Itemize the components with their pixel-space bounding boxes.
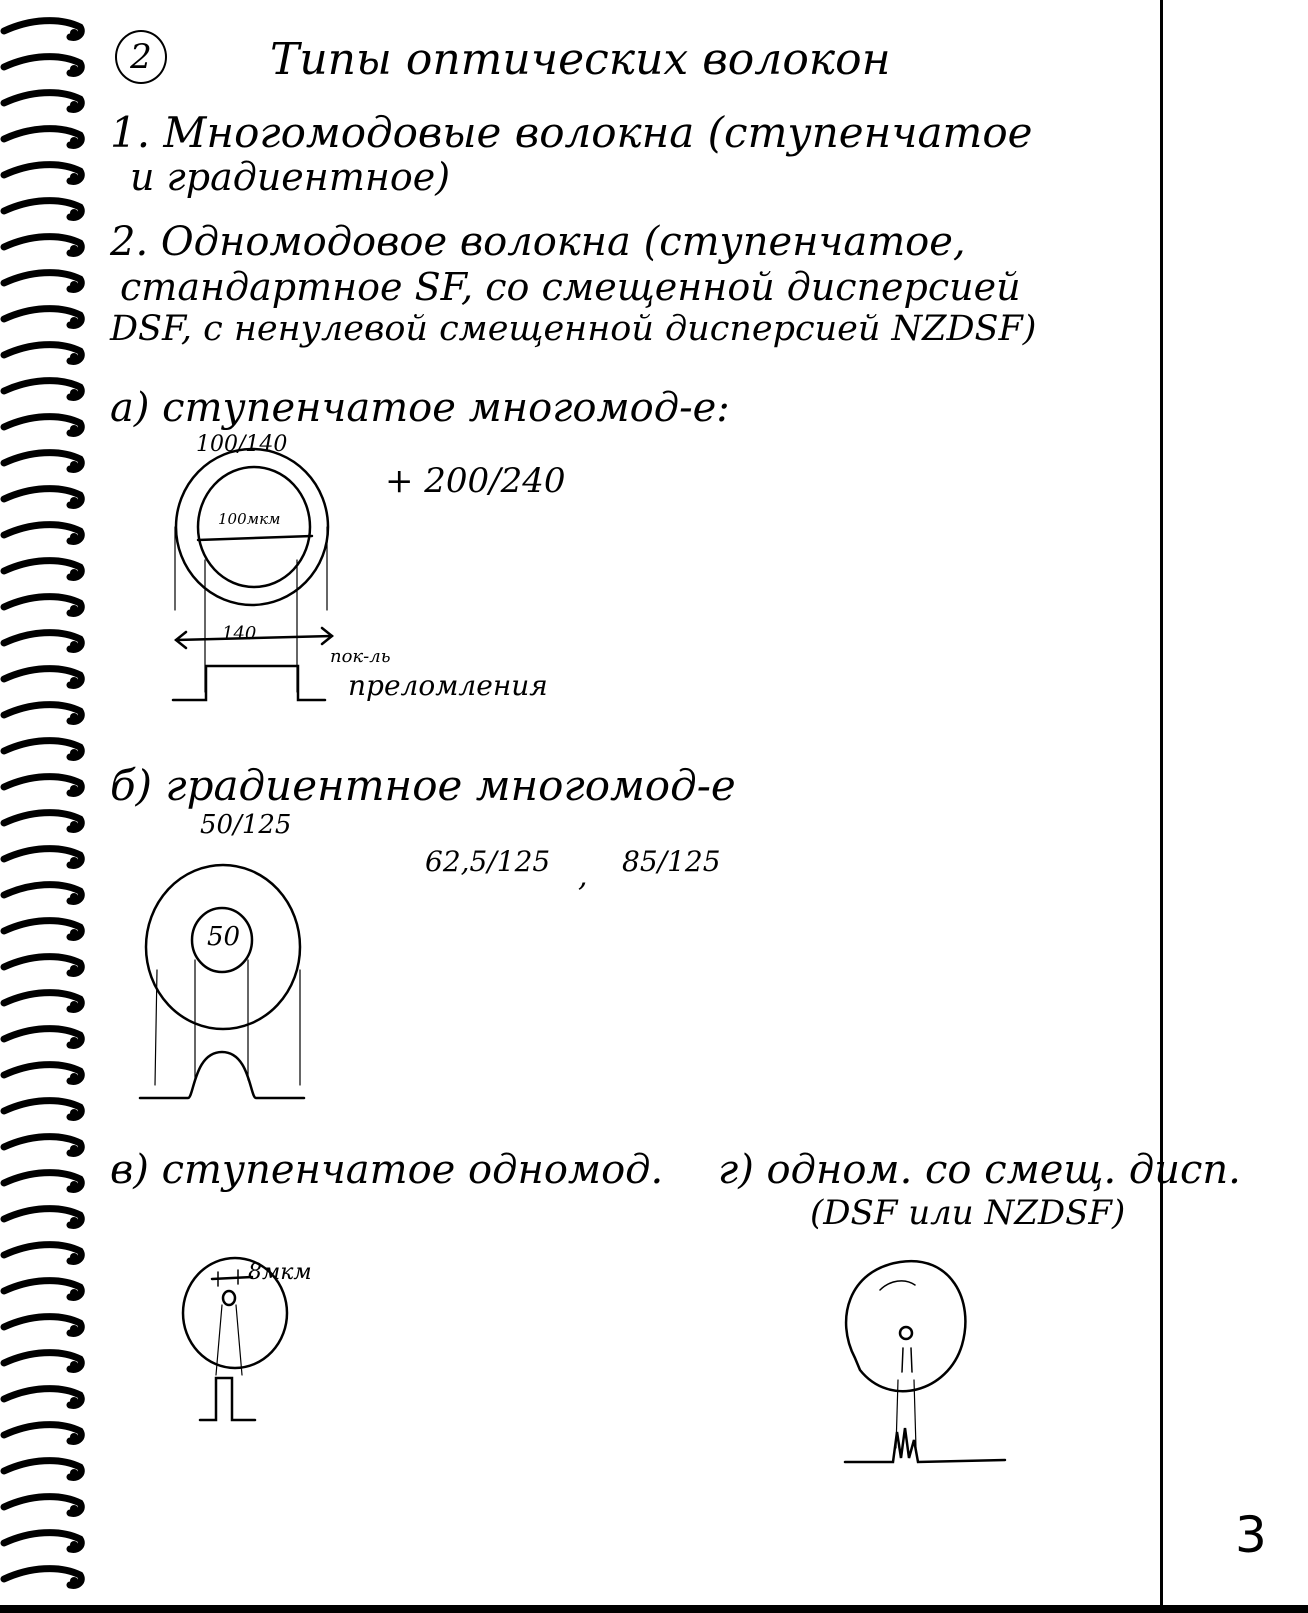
section-a-profile-label-2: преломления xyxy=(348,669,548,702)
section-a-size-top: 100/140 xyxy=(196,432,288,457)
page-title: Типы оптических волокон xyxy=(270,34,891,85)
section-a-core-label: 100мкм xyxy=(218,510,281,528)
list-item-2-line-3: DSF, с ненулевой смещенной дисперсией NZDSF) xyxy=(110,309,1037,349)
graded-multimode-fiber-drawing xyxy=(140,865,304,1098)
section-b-heading: б) градиентное многомод-е xyxy=(110,761,736,810)
section-d-subheading: (DSF или NZDSF) xyxy=(810,1193,1126,1233)
step-singlemode-fiber-drawing xyxy=(183,1258,287,1420)
section-d-heading: г) одном. со смещ. дисп. xyxy=(718,1147,1241,1193)
list-item-1-line-1: 1. Многомодовые волокна (ступенчатое xyxy=(110,108,1033,157)
section-b-sizes-alt-1: 62,5/125 xyxy=(425,845,551,878)
section-number-text: 2 xyxy=(130,37,152,77)
section-b-core-label: 50 xyxy=(207,922,241,952)
section-b-sizes-separator: , xyxy=(578,859,588,894)
section-a-width-label: 140 xyxy=(222,623,257,644)
section-b-sizes-alt-2: 85/125 xyxy=(622,845,721,878)
page-number: 3 xyxy=(1235,1506,1267,1564)
section-c-core-label: 8мкм xyxy=(248,1260,312,1285)
list-item-2-line-2: стандартное SF, со смещенной дисперсией xyxy=(120,265,1021,309)
section-a-heading: а) ступенчатое многомод-е: xyxy=(110,385,730,431)
section-b-size-top: 50/125 xyxy=(200,810,292,840)
section-a-size-alt: + 200/240 xyxy=(385,461,566,501)
section-c-heading: в) ступенчатое одномод. xyxy=(110,1147,664,1193)
dispersion-shifted-fiber-drawing xyxy=(845,1261,1005,1462)
list-item-2-line-1: 2. Одномодовое волокна (ступенчатое, xyxy=(110,219,966,265)
section-a-profile-label-1: пок-ль xyxy=(330,646,391,667)
step-multimode-fiber-drawing xyxy=(173,449,332,700)
list-item-1-line-2: и градиентное) xyxy=(130,155,451,199)
